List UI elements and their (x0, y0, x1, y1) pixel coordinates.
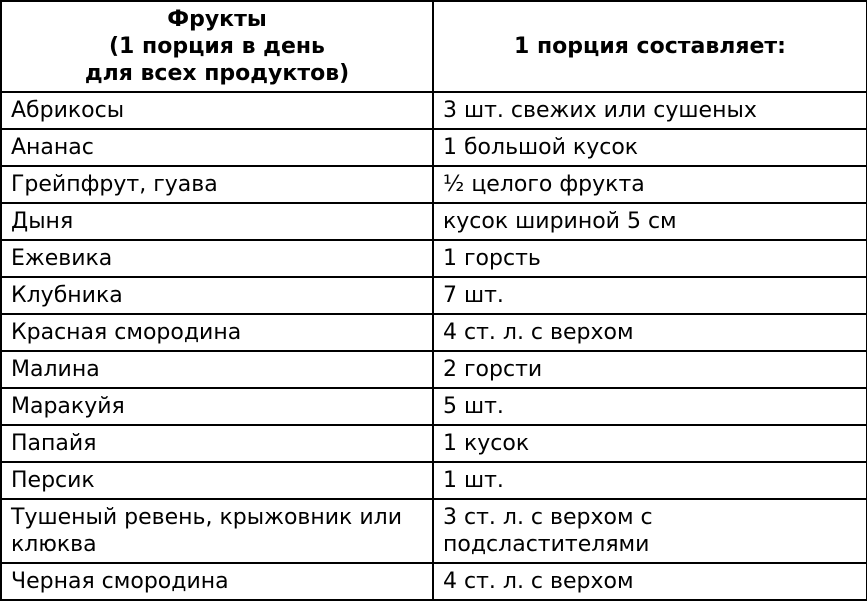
fruit-cell: Малина (1, 351, 433, 388)
portion-cell: 2 горсти (433, 351, 867, 388)
header-fruits-line-2: (1 порция в день (109, 34, 325, 59)
fruit-cell: Ежевика (1, 240, 433, 277)
table-row (1, 388, 867, 425)
portion-cell: ½ целого фрукта (433, 166, 867, 203)
fruit-cell: Клубника (1, 277, 433, 314)
table-row (1, 499, 867, 563)
table-row (1, 203, 867, 240)
table-header-row (1, 1, 867, 92)
portion-cell: 1 большой кусок (433, 129, 867, 166)
portion-cell: 4 ст. л. с верхом (433, 314, 867, 351)
fruit-cell: Ананас (1, 129, 433, 166)
portion-cell: 5 шт. (433, 388, 867, 425)
portion-cell: 1 горсть (433, 240, 867, 277)
fruit-cell: Грейпфрут, гуава (1, 166, 433, 203)
table-row (1, 92, 867, 129)
portion-cell: 1 шт. (433, 462, 867, 499)
header-fruits (1, 1, 433, 92)
fruit-cell: Черная смородина (1, 563, 433, 600)
table-row (1, 314, 867, 351)
table-row (1, 351, 867, 388)
header-fruits-line-1: Фрукты (167, 7, 267, 32)
fruit-cell: Красная смородина (1, 314, 433, 351)
header-portion: 1 порция составляет: (433, 1, 867, 92)
portion-cell: 1 кусок (433, 425, 867, 462)
fruit-cell: Дыня (1, 203, 433, 240)
table-row (1, 240, 867, 277)
table-row (1, 129, 867, 166)
fruit-cell: Тушеный ревень, крыжовник или клюква (1, 499, 433, 563)
header-fruits-line-3: для всех продуктов) (84, 61, 350, 86)
portion-cell: 7 шт. (433, 277, 867, 314)
table-row (1, 462, 867, 499)
fruit-cell: Персик (1, 462, 433, 499)
table-row (1, 563, 867, 600)
fruit-cell: Маракуйя (1, 388, 433, 425)
portion-cell: кусок шириной 5 см (433, 203, 867, 240)
table-row (1, 425, 867, 462)
table-row (1, 277, 867, 314)
fruit-cell: Абрикосы (1, 92, 433, 129)
portion-cell: 4 ст. л. с верхом (433, 563, 867, 600)
portion-cell: 3 шт. свежих или сушеных (433, 92, 867, 129)
portion-cell: 3 ст. л. с верхом с подсластителями (433, 499, 867, 563)
fruit-cell: Папайя (1, 425, 433, 462)
table-row (1, 166, 867, 203)
